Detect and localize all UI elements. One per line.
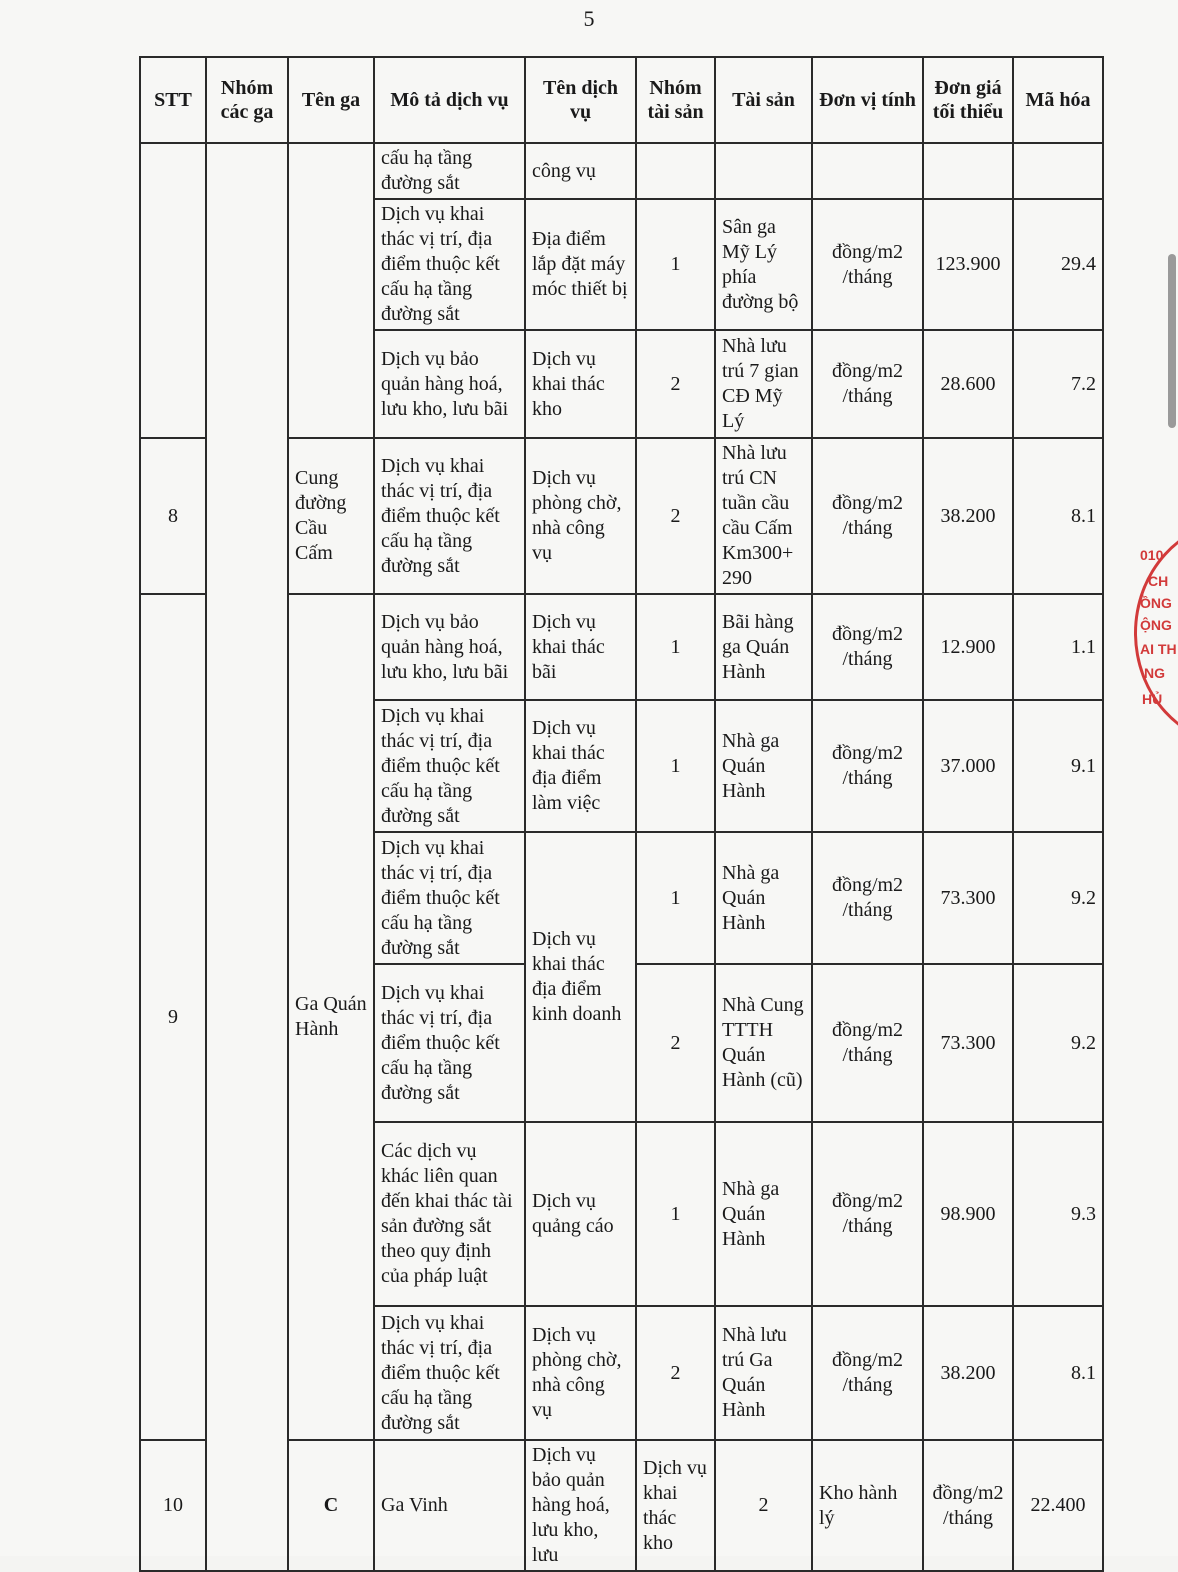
code-cell: 29.4 [1013,199,1103,330]
desc-cell: cấu hạ tầng đường sắt [374,143,525,199]
code-cell: 9.1 [1013,700,1103,832]
code-cell [1013,143,1103,199]
code-cell: 9.3 [1013,1122,1103,1306]
header-service-name: Tên dịch vụ [525,57,636,143]
station-group-cell [206,143,288,1571]
stamp-text: NG [1144,665,1165,681]
price-cell: 123.900 [923,199,1013,330]
price-cell: 98.900 [923,1122,1013,1306]
station-cell: Cung đường Cầu Cấm [288,438,374,594]
stamp-text: CH [1148,573,1169,589]
pricing-table [139,56,1104,1572]
unit-cell: đồng/m2 /tháng [923,1440,1013,1571]
station-cell [288,143,374,438]
service-cell: Dịch vụ phòng chờ, nhà công vụ [525,1306,636,1440]
red-seal-stamp [1130,520,1178,750]
desc-cell: Dịch vụ khai thác vị trí, địa điểm thuộc kết cấu hạ tầng đường sắt [374,700,525,832]
station-group-cell: C [288,1440,374,1571]
unit-cell: đồng/m2 /tháng [812,594,923,700]
stamp-text: HỦ [1142,691,1163,707]
stt-cell: 9 [140,594,206,1440]
header-code: Mã hóa [1013,57,1103,143]
price-cell: 12.900 [923,594,1013,700]
header-asset-group: Nhóm tài sản [636,57,715,143]
unit-cell: đồng/m2 /tháng [812,1306,923,1440]
price-cell: 73.300 [923,832,1013,964]
unit-cell: đồng/m2 /tháng [812,438,923,594]
desc-cell: Dịch vụ bảo quản hàng hoá, lưu kho, lưu bãi [374,594,525,700]
unit-cell: đồng/m2 /tháng [812,700,923,832]
group-cell: 1 [636,594,715,700]
service-cell: Dịch vụ phòng chờ, nhà công vụ [525,438,636,594]
price-cell: 38.200 [923,1306,1013,1440]
code-cell: 8.1 [1013,438,1103,594]
desc-cell: Dịch vụ khai thác vị trí, địa điểm thuộc kết cấu hạ tầng đường sắt [374,1306,525,1440]
code-cell: 8.1 [1013,1306,1103,1440]
asset-cell: Nhà ga Quán Hành [715,1122,812,1306]
asset-cell: Sân ga Mỹ Lý phía đường bộ [715,199,812,330]
asset-cell: Nhà ga Quán Hành [715,700,812,832]
service-cell: Dịch vụ quảng cáo [525,1122,636,1306]
code-cell: 7.2 [1013,330,1103,438]
header-asset: Tài sản [715,57,812,143]
code-cell: 9.2 [1013,832,1103,964]
service-cell: Dịch vụ khai thác kho [525,330,636,438]
stt-cell: 8 [140,438,206,594]
price-cell [923,143,1013,199]
group-cell: 1 [636,832,715,964]
service-cell: công vụ [525,143,636,199]
station-cell: Ga Quán Hành [288,594,374,1440]
code-cell: 9.2 [1013,964,1103,1122]
group-cell: 1 [636,199,715,330]
asset-cell: Nhà ga Quán Hành [715,832,812,964]
desc-cell: Dịch vụ khai thác vị trí, địa điểm thuộc kết cấu hạ tầng đường sắt [374,199,525,330]
unit-cell [812,143,923,199]
group-cell: 2 [636,964,715,1122]
unit-cell: đồng/m2 /tháng [812,199,923,330]
stamp-text: 010 [1140,547,1164,563]
stamp-text: ỒNG [1140,595,1172,611]
table-header-row [140,57,1103,143]
unit-cell: đồng/m2 /tháng [812,832,923,964]
price-cell: 28.600 [923,330,1013,438]
header-station-name: Tên ga [288,57,374,143]
stt-cell [140,143,206,438]
group-cell: 2 [636,438,715,594]
service-cell: Dịch vụ khai thác địa điểm kinh doanh [525,832,636,1122]
price-cell: 73.300 [923,964,1013,1122]
desc-cell: Dịch vụ bảo quản hàng hoá, lưu kho, lưu [525,1440,636,1571]
header-station-group: Nhóm các ga [206,57,288,143]
service-cell: Dịch vụ khai thác kho [636,1440,715,1571]
desc-cell: Dịch vụ khai thác vị trí, địa điểm thuộc kết cấu hạ tầng đường sắt [374,832,525,964]
price-cell: 22.400 [1013,1440,1103,1571]
service-cell: Địa điểm lắp đặt máy móc thiết bị [525,199,636,330]
scrollbar[interactable] [1168,254,1176,428]
asset-cell: Nhà lưu trú 7 gian CĐ Mỹ Lý [715,330,812,438]
asset-cell: Nhà lưu trú CN tuần cầu cầu Cấm Km300+ 290 [715,438,812,594]
asset-cell: Nhà Cung TTTH Quán Hành (cũ) [715,964,812,1122]
asset-cell [715,143,812,199]
group-cell: 2 [715,1440,812,1571]
stamp-text: AI TH [1140,641,1177,657]
service-cell: Dịch vụ khai thác địa điểm làm việc [525,700,636,832]
price-cell: 37.000 [923,700,1013,832]
group-cell: 1 [636,700,715,832]
stt-cell: 10 [140,1440,206,1571]
header-service-description: Mô tả dịch vụ [374,57,525,143]
asset-cell: Kho hành lý [812,1440,923,1571]
header-unit: Đơn vị tính [812,57,923,143]
desc-cell: Dịch vụ bảo quản hàng hoá, lưu kho, lưu bãi [374,330,525,438]
group-cell: 1 [636,1122,715,1306]
code-cell: 1.1 [1013,594,1103,700]
desc-cell: Dịch vụ khai thác vị trí, địa điểm thuộc kết cấu hạ tầng đường sắt [374,964,525,1122]
header-min-price: Đơn giá tối thiểu [923,57,1013,143]
asset-cell: Nhà lưu trú Ga Quán Hành [715,1306,812,1440]
price-cell: 38.200 [923,438,1013,594]
desc-cell: Dịch vụ khai thác vị trí, địa điểm thuộc kết cấu hạ tầng đường sắt [374,438,525,594]
unit-cell: đồng/m2 /tháng [812,330,923,438]
desc-cell: Các dịch vụ khác liên quan đến khai thác tài sản đường sắt theo quy định của pháp luật [374,1122,525,1306]
header-stt: STT [140,57,206,143]
unit-cell: đồng/m2 /tháng [812,964,923,1122]
group-cell: 2 [636,1306,715,1440]
table-row [140,143,1103,199]
station-cell: Ga Vinh [374,1440,525,1571]
page-number: 5 [583,6,595,31]
group-cell: 2 [636,330,715,438]
service-cell: Dịch vụ khai thác bãi [525,594,636,700]
asset-cell: Bãi hàng ga Quán Hành [715,594,812,700]
stamp-text: ỘNG [1140,617,1172,633]
group-cell [636,143,715,199]
unit-cell: đồng/m2 /tháng [812,1122,923,1306]
